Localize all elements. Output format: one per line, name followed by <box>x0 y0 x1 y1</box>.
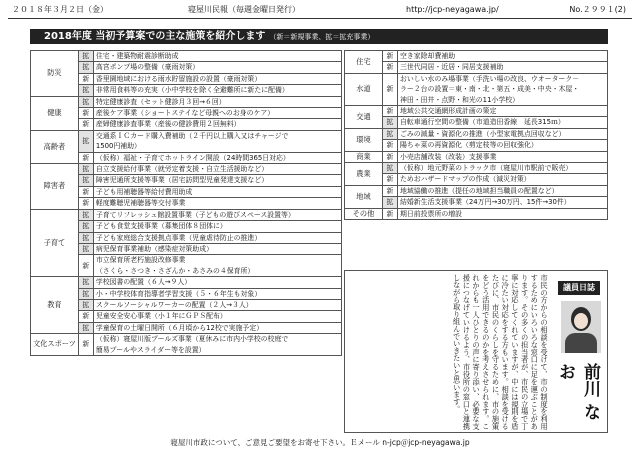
issue-number: No.２９９１(2) <box>569 5 626 14</box>
policy-text: 特定健康診査（セット健診月３回→６回） <box>93 96 341 107</box>
policy-text: 三世代同居・近居・同居支援補助 <box>398 62 608 73</box>
tag-badge: 新 <box>383 208 398 219</box>
website-url[interactable]: http://jcp-neyagawa.jp/ <box>406 5 499 14</box>
policy-text: 小・中学校体育指導者学習支援（５・６年生も対象） <box>93 288 341 299</box>
policy-text: 交通系ＩＣカード購入費補助（２千円以上購入又はチャージで 1500円補助） <box>93 130 341 152</box>
tag-badge: 拡 <box>383 197 398 208</box>
tag-badge: 新 <box>383 106 398 117</box>
policy-text: 地域公共交通網形成計画の策定 <box>398 106 608 117</box>
tag-badge: 拡 <box>78 62 93 73</box>
policy-text: おいしい水のみ場事業（手洗い場の改良、ウオーターク－ ラー２台の設置＝東・南・北・第五・成美・中央・木屋・ 神田・田井・点野・和光の11小学校） <box>398 73 608 105</box>
category-cell: 農業 <box>345 163 383 186</box>
policy-text: 空き家除却費補助 <box>398 51 608 62</box>
diary-text: 市民の方からの相談を受けて、市の制度を利用するためにいろいろな窓口に足を運ぶことがあります。その多くの担当者が、市民の立場で丁寧に対応してくれていますが、中には規則を盾に冷たい対応をする方もいます。相談を受けるたびに、市民のくらしを守るために、市の施策をどう活用できるのかを考えさせられます。これからも一人ひとりの声に寄り添い、必要な支援につなげていけるよう、市役所の窓口と連携しながら取り組んでいきたいと思います。 <box>452 274 549 430</box>
policy-text: 学童保育の土曜日開所（６月頃から12校で実施予定） <box>93 322 341 333</box>
policy-row <box>31 51 342 62</box>
policy-row <box>345 51 608 62</box>
tag-badge: 新 <box>78 119 93 130</box>
page-footer: 寝屋川市政について、ご意見ご要望をお寄せ下さい。Ｅメール n-jcp＠jcp-neyagawa.jp <box>170 438 470 447</box>
policy-text: 地域協働の推進（提任の地域担当職員の配置など） <box>398 185 608 196</box>
category-cell: 文化スポーツ <box>31 334 79 356</box>
tag-badge: 拡 <box>78 243 93 254</box>
policy-text: 産後ケア事業（ショートステイなど母親へのお身のケア） <box>93 108 341 119</box>
policy-row <box>31 164 342 175</box>
tag-badge: 拡 <box>78 130 93 152</box>
page-header <box>8 3 632 17</box>
policy-text: 病児保育事業補助（感染症対策助成） <box>93 243 341 254</box>
councilor-name: 前川 なお <box>555 363 600 420</box>
policy-row <box>345 197 608 208</box>
policy-text: ためおハザードマップの作成（減災対策） <box>398 174 608 185</box>
policy-row <box>345 62 608 73</box>
category-cell: 商業 <box>345 151 383 162</box>
tag-badge: 拡 <box>78 175 93 186</box>
category-cell: 地域 <box>345 185 383 208</box>
policy-text: 住宅・建築物耐震診断助成 <box>93 51 341 62</box>
policy-text: 軽度難聴児補聴器等交付事業 <box>93 198 341 209</box>
diary-column <box>344 270 608 433</box>
tag-badge: 拡 <box>78 322 93 333</box>
photo-face <box>574 313 588 329</box>
policy-row <box>345 117 608 128</box>
policy-text: 産婦健康診査事業（産後の健診費用２回無料） <box>93 119 341 130</box>
policy-text: 市立保育所老朽施設改修事業 （さくら・さつき・さざんか・あさみの４保育所） <box>93 255 341 277</box>
tag-badge: 拡 <box>78 96 93 107</box>
tag-badge: 拡 <box>78 288 93 299</box>
tag-badge: 拡 <box>383 117 398 128</box>
category-cell: 障害者 <box>31 164 79 210</box>
tag-badge: 拡 <box>78 51 93 62</box>
policy-row <box>345 73 608 105</box>
policy-row <box>345 185 608 196</box>
tag-badge: 新 <box>383 151 398 162</box>
category-cell: 防災 <box>31 51 79 97</box>
policy-text: 子ども食堂支援事業（募集団体８団体に） <box>93 221 341 232</box>
policy-row <box>345 151 608 162</box>
right-policy-table <box>344 50 608 220</box>
tag-badge: 新 <box>78 73 93 84</box>
policy-text: 障害児通所支援等事業（居宅訪問型児童発達支援など） <box>93 175 341 186</box>
tag-badge: 新 <box>78 334 93 356</box>
category-cell: 住宅 <box>345 51 383 74</box>
category-cell: 健康 <box>31 96 79 130</box>
policy-row <box>31 130 342 152</box>
category-cell: 環境 <box>345 128 383 151</box>
policy-text: （仮称）寝屋川版プールズ事業（夏休みに市内小学校の校庭で 簡易プールやスライダー等を設置） <box>93 334 341 356</box>
policy-row <box>345 106 608 117</box>
policy-text: 自転車通行空間の整備（市道造田香線 延長315ｍ） <box>398 117 608 128</box>
tag-badge: 拡 <box>78 209 93 220</box>
tag-badge: 新 <box>383 185 398 196</box>
title-main: 2018年度 当初予算案での主な施策を紹介します <box>44 31 266 42</box>
policy-text: ごみの減量・資源化の推進（小型家電拠点回収など） <box>398 128 608 139</box>
tag-badge: 拡 <box>383 163 398 174</box>
policy-row <box>31 209 342 220</box>
category-cell: 水道 <box>345 73 383 105</box>
tag-badge: 新 <box>78 152 93 163</box>
policy-text: 子育てリフレッシュ館設置事業（子どもの遊びスペース設置等） <box>93 209 341 220</box>
tag-badge: 新 <box>78 311 93 322</box>
category-cell: その他 <box>345 208 383 219</box>
tag-badge: 拡 <box>78 299 93 310</box>
header-rule <box>8 18 632 19</box>
policy-row <box>31 334 342 356</box>
policy-text: 子ども用補聴器等給付費用助成 <box>93 186 341 197</box>
tag-badge: 新 <box>78 108 93 119</box>
policy-text: 小売店舗改装（改装）支援事業 <box>398 151 608 162</box>
policy-text: 陽ちゃ菜の再資源化（剪定枝等の回収強化） <box>398 140 608 151</box>
tag-badge: 新 <box>383 62 398 73</box>
category-cell: 交通 <box>345 106 383 129</box>
photo-body <box>565 333 597 353</box>
diary-label: 議員日誌 <box>558 281 600 295</box>
policy-row <box>345 140 608 151</box>
policy-text: 児童安全安心事業（小１年にＧＰＳ配布） <box>93 311 341 322</box>
policy-text: 子ども家庭総合支援拠点事業（児童虐待防止の推進） <box>93 232 341 243</box>
policy-text: スクールソーシャルワーカーの配置（２人→３人） <box>93 299 341 310</box>
title-legend: （新＝新規事業、拡＝拡充事業） <box>269 33 375 41</box>
policy-text: 高宮ポンプ場の整備（豪雨対策） <box>93 62 341 73</box>
policy-row <box>345 174 608 185</box>
tag-badge: 拡 <box>78 277 93 288</box>
category-cell: 教育 <box>31 277 79 334</box>
tag-badge: 拡 <box>78 164 93 175</box>
tag-badge: 拡 <box>78 221 93 232</box>
category-cell: 子育て <box>31 209 79 276</box>
tag-badge: 新 <box>383 140 398 151</box>
policy-text: （仮称）地元野菜のトラック市（寝屋川市駅前で販売） <box>398 163 608 174</box>
policy-text: 学校図書の配置（６人→９人） <box>93 277 341 288</box>
policy-row <box>31 277 342 288</box>
policy-text: 期日前投票所の増設 <box>398 208 608 219</box>
tag-badge: 新 <box>383 174 398 185</box>
policy-row <box>345 208 608 219</box>
policy-row <box>31 96 342 107</box>
category-cell: 高齢者 <box>31 130 79 163</box>
policy-text: 香里園地域における雨水貯留施設の設置（豪雨対策） <box>93 73 341 84</box>
policy-row <box>345 163 608 174</box>
tag-badge: 拡 <box>78 232 93 243</box>
paper-name: 寝屋川民報（毎週金曜日発行） <box>188 5 300 14</box>
tag-badge: 新 <box>78 186 93 197</box>
policy-row <box>345 128 608 139</box>
policy-text: 非常用食料等の充実（小中学校を除く全避難所に新たに配備） <box>93 85 341 96</box>
policy-text: （仮称）福祉・子育てホットライン開設（24時間365日対応） <box>93 152 341 163</box>
tag-badge: 拡 <box>383 128 398 139</box>
tag-badge: 新 <box>383 73 398 105</box>
tag-badge: 新 <box>78 255 93 277</box>
tag-badge: 新 <box>78 198 93 209</box>
policy-text: 結婚新生活支援事業（24万円→30万円、15件→30件） <box>398 197 608 208</box>
councilor-photo <box>561 301 601 353</box>
left-policy-table <box>30 50 342 356</box>
issue-date: ２０１８年３月２日（金） <box>12 5 108 14</box>
policy-text: 自立支援給付事業（就労定着支援・自立生活援助など） <box>93 164 341 175</box>
tag-badge: 拡 <box>78 85 93 96</box>
title-bar <box>30 29 608 44</box>
tag-badge: 新 <box>383 51 398 62</box>
